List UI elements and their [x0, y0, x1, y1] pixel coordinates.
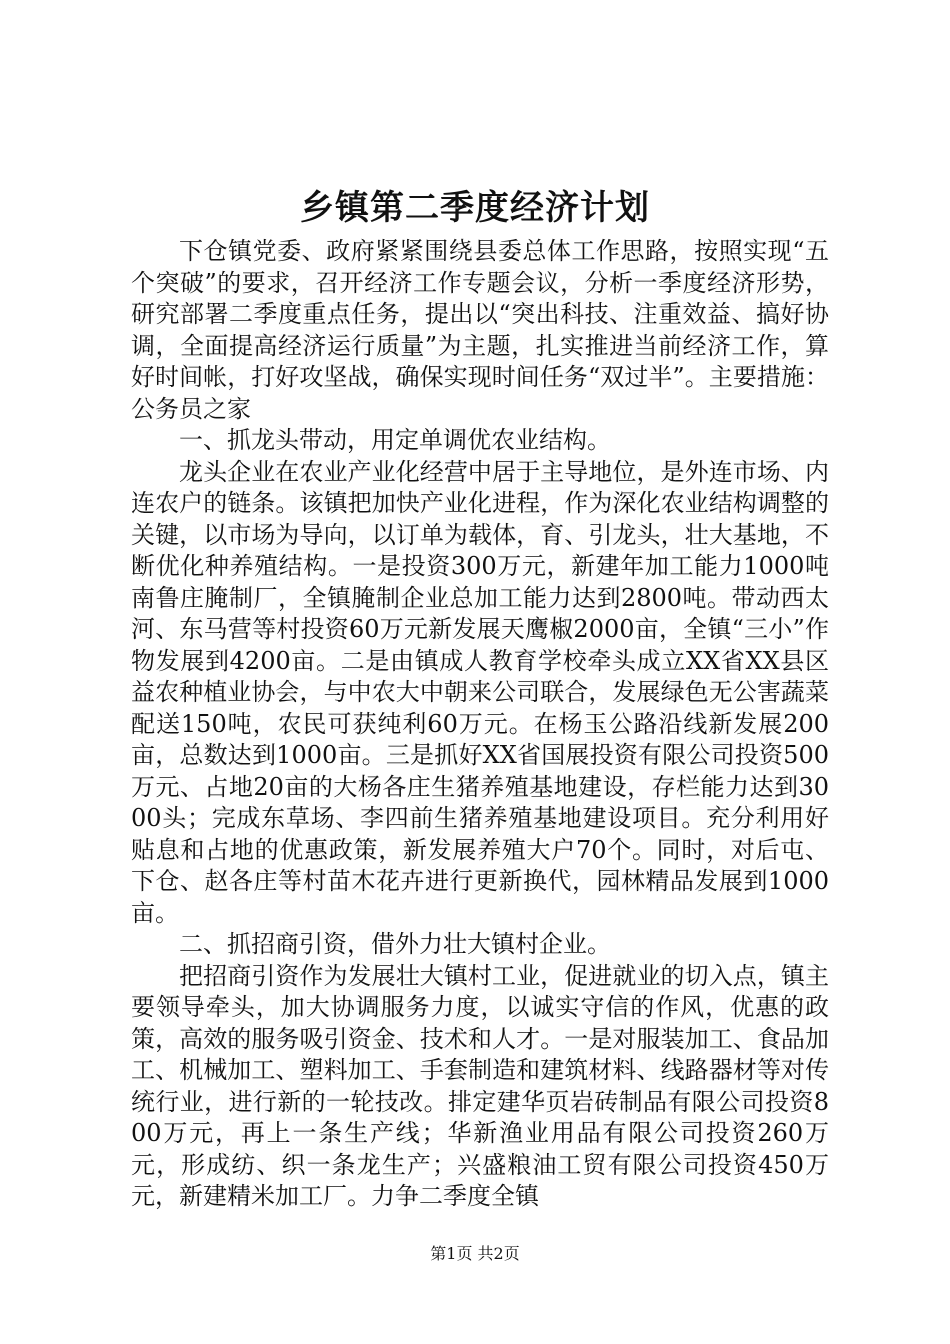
page-footer: 第1页 共2页 — [430, 1244, 520, 1263]
intro-paragraph: 下仓镇党委、政府紧紧围绕县委总体工作思路，按照实现“五个突破”的要求，召开经济工作专题会议，分析一季度经济形势，研究部署二季度重点任务，提出以“突出科技、注重效益、搞好协调，全面提高经济运行质量”为主题，扎实推进当前经济工作，算好时间帐，打好攻坚战，确保实现时间任务“双过半”。主要措施：公务员之家 — [131, 237, 829, 423]
document-body — [131, 236, 829, 1213]
section-1-paragraph: 龙头企业在农业产业化经营中居于主导地位，是外连市场、内连农户的链条。该镇把加快产业化进程，作为深化农业结构调整的关键，以市场为导向，以订单为载体，育、引龙头，壮大基地，不断优化种养殖结构。一是投资300万元，新建年加工能力1000吨南鲁庄腌制厂，全镇腌制企业总加工能力达到2800吨。带动西太河、东马营等村投资60万元新发展天鹰椒2000亩，全镇“三小”作物发展到4200亩。二是由镇成人教育学校牵头成立XX省XX县区益农种植业协会，与中农大中朝来公司联合，发展绿色无公害蔬菜配送150吨，农民可获纯利60万元。在杨玉公路沿线新发展200亩，总数达到1000亩。三是抓好XX省国展投资有限公司投资500万元、占地20亩的大杨各庄生猪养殖基地建设，存栏能力达到3000头；完成东草场、李四前生猪养殖基地建设项目。充分利用好贴息和占地的优惠政策，新发展养殖大户70个。同时，对后屯、下仓、赵各庄等村苗木花卉进行更新换代，园林精品发展到1000亩。 — [131, 457, 829, 927]
section-2-paragraph: 把招商引资作为发展壮大镇村工业，促进就业的切入点，镇主要领导牵头，加大协调服务力度，以诚实守信的作风，优惠的政策，高效的服务吸引资金、技术和人才。一是对服装加工、食品加工、机械加工、塑料加工、手套制造和建筑材料、线路器材等对传统行业，进行新的一轮技改。排定建华页岩砖制品有限公司投资800万元，再上一条生产线；华新渔业用品有限公司投资260万元，形成纺、织一条龙生产；兴盛粮油工贸有限公司投资450万元，新建精米加工厂。力争二季度全镇 — [131, 961, 829, 1210]
section-heading-2: 二、抓招商引资，借外力壮大镇村企业。 — [179, 930, 611, 958]
section-heading-1: 一、抓龙头带动，用定单调优农业结构。 — [179, 426, 611, 454]
document-title: 乡镇第二季度经济计划 — [300, 188, 650, 228]
